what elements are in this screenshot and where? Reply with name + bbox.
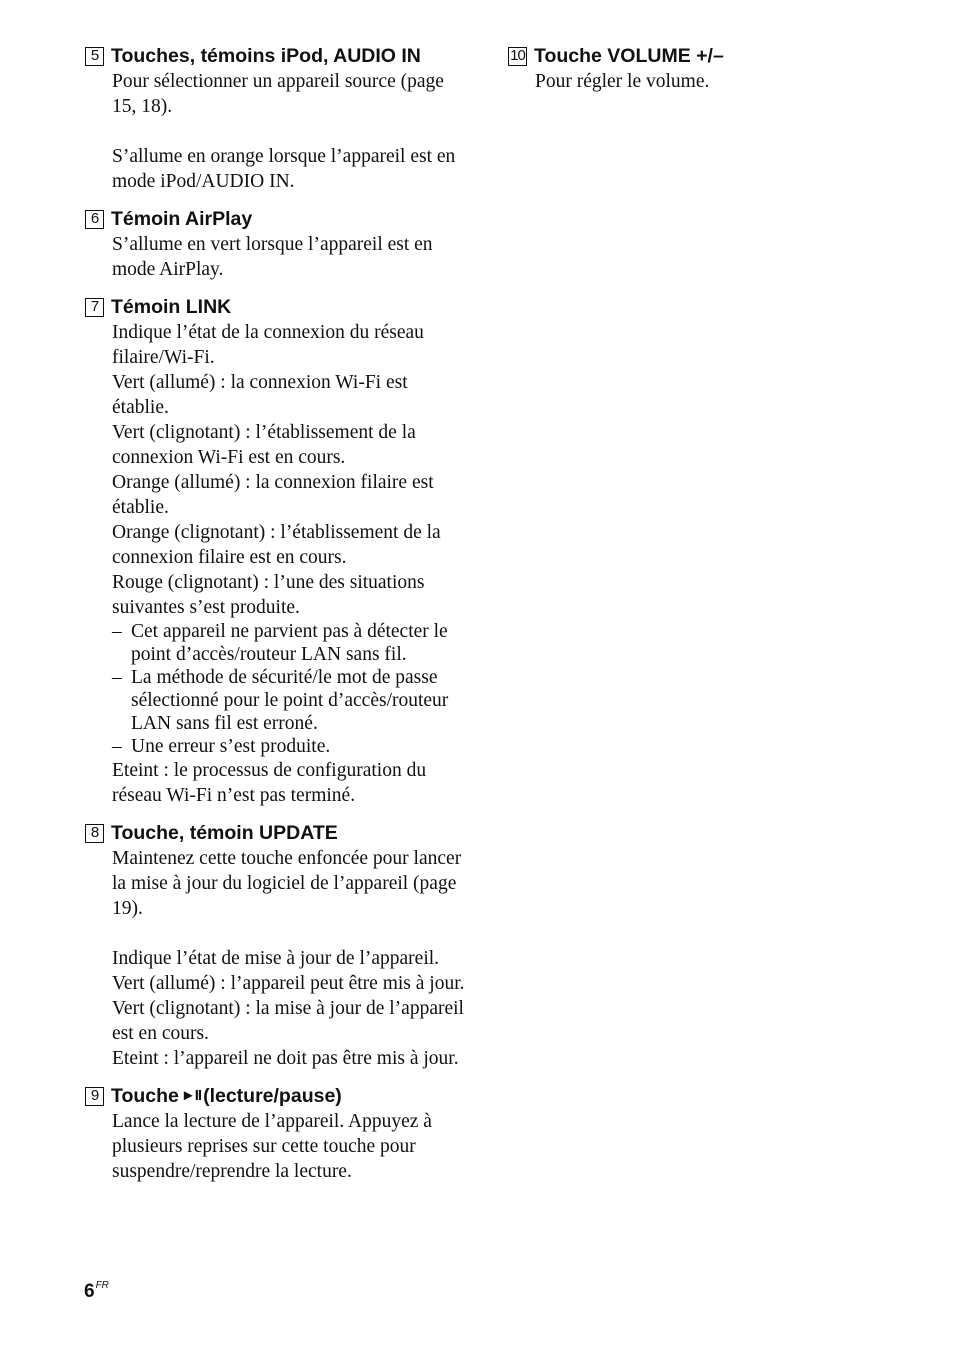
item-number-box: 6	[85, 210, 104, 229]
paragraph: Indique l’état de la connexion du réseau filaire/Wi-Fi.	[112, 322, 424, 368]
item-title-prefix: Touche	[111, 1085, 179, 1107]
item-body	[508, 69, 908, 94]
item-10	[508, 43, 908, 94]
paragraph: S’allume en vert lorsque l’appareil est en mode AirPlay.	[112, 234, 433, 280]
item-body	[85, 320, 465, 808]
dash-list	[112, 620, 465, 758]
item-5	[85, 43, 465, 194]
item-heading	[85, 294, 465, 320]
list-item: – Cet appareil ne parvient pas à détecter le point d’accès/routeur LAN sans fil.	[112, 620, 465, 666]
paragraph: Vert (allumé) : la connexion Wi-Fi est établie.	[112, 372, 408, 418]
item-body	[85, 1109, 465, 1184]
item-title: Témoin LINK	[111, 296, 232, 318]
paragraph: Lance la lecture de l’appareil. Appuyez à plusieurs reprises sur cette touche pour suspendre/reprendre la lecture.	[112, 1111, 432, 1182]
item-heading	[508, 43, 908, 69]
paragraph: Eteint : le processus de configuration du réseau Wi-Fi n’est pas terminé.	[112, 760, 427, 806]
play-pause-icon: ►II	[180, 1087, 202, 1104]
item-number-box: 10	[508, 47, 527, 66]
item-heading	[85, 206, 465, 232]
item-7	[85, 294, 465, 808]
item-number-box: 5	[85, 47, 104, 66]
item-heading	[85, 1083, 465, 1109]
paragraph: Vert (allumé) : l’appareil peut être mis à jour.	[112, 973, 465, 994]
list-item: – Une erreur s’est produite.	[112, 735, 465, 758]
paragraph: Pour régler le volume.	[535, 71, 710, 92]
paragraph: Pour sélectionner un appareil source (page 15, 18).	[112, 71, 444, 117]
paragraph: Orange (allumé) : la connexion filaire est établie.	[112, 472, 434, 518]
right-column	[508, 43, 908, 106]
page-number-value: 6	[84, 1281, 95, 1302]
page-number	[84, 1280, 109, 1303]
list-item: – La méthode de sécurité/le mot de passe sélectionné pour le point d’accès/routeur LAN sans fil est erroné.	[112, 666, 465, 735]
paragraph: S’allume en orange lorsque l’appareil est en mode iPod/AUDIO IN.	[112, 146, 456, 192]
language-code: FR	[95, 1280, 109, 1291]
paragraph: Eteint : l’appareil ne doit pas être mis à jour.	[112, 1048, 459, 1069]
item-number-box: 8	[85, 824, 104, 843]
paragraph: Rouge (clignotant) : l’une des situations suivantes s’est produite.	[112, 572, 425, 618]
item-heading	[85, 43, 465, 69]
item-title-suffix: (lecture/pause)	[203, 1085, 342, 1107]
item-number-box: 9	[85, 1087, 104, 1106]
paragraph: Maintenez cette touche enfoncée pour lancer la mise à jour du logiciel de l’appareil (page 19).	[112, 848, 462, 919]
paragraph: Indique l’état de mise à jour de l’appareil.	[112, 948, 440, 969]
item-title: Touche VOLUME +/–	[534, 45, 724, 67]
item-number-box: 7	[85, 298, 104, 317]
item-8	[85, 820, 465, 1071]
item-body	[85, 69, 465, 194]
paragraph: Vert (clignotant) : la mise à jour de l’appareil est en cours.	[112, 998, 464, 1044]
item-body	[85, 232, 465, 282]
item-body	[85, 846, 465, 1071]
item-heading	[85, 820, 465, 846]
item-title: Témoin AirPlay	[111, 208, 253, 230]
left-column	[85, 43, 465, 1196]
paragraph: Vert (clignotant) : l’établissement de la connexion Wi-Fi est en cours.	[112, 422, 416, 468]
paragraph: Orange (clignotant) : l’établissement de la connexion filaire est en cours.	[112, 522, 441, 568]
item-title: Touches, témoins iPod, AUDIO IN	[111, 45, 421, 67]
item-9	[85, 1083, 465, 1184]
item-6	[85, 206, 465, 282]
item-title: Touche, témoin UPDATE	[111, 822, 338, 844]
